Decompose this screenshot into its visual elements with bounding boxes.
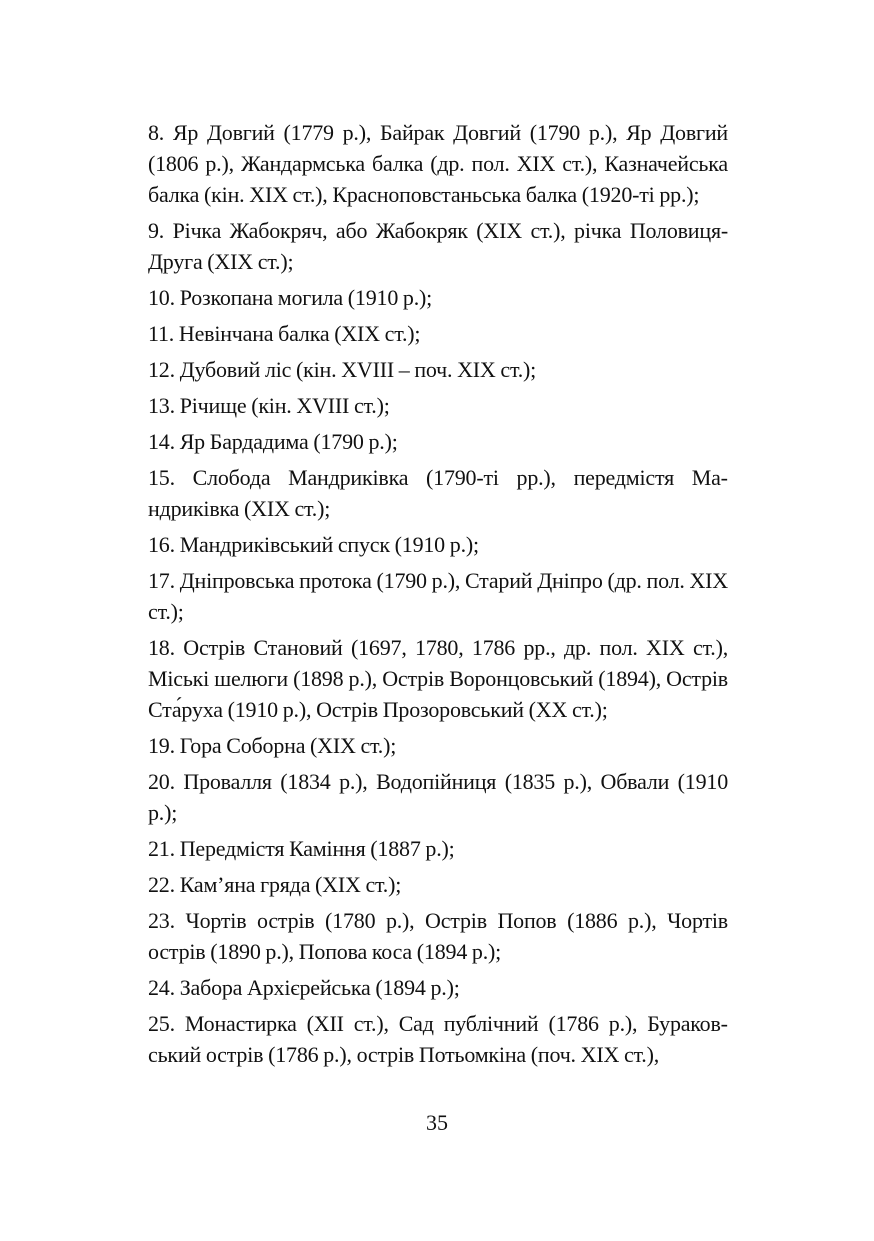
list-entry-14: 14. Яр Бардадима (1790 р.); [148,429,398,454]
list-entry-24: 24. Забора Архієрейська (1894 р.); [148,975,460,1000]
list-entry-20: 20. Провалля (1834 р.), Водопійниця (1835 р.), Обвали (1910 р.); [148,769,728,825]
list-entry-25: 25. Монастирка (XII ст.), Сад публічний (1786 р.), Бураковський острів (1786 р.), острів Потьомкіна (поч. XIX ст.), [148,1011,728,1067]
list-entry-22: 22. Кам’яна гряда (XIX ст.); [148,872,402,897]
page-number: 35 [426,1110,448,1135]
list-entry-18: 18. Острів Становий (1697, 1780, 1786 рр., др. пол. XIX ст.), Міські шелюги (1898 р.), Острів Воронцовський (1894), Острів Ста́руха (1910 р.), Острів Прозоровський (XX ст.); [148,635,728,722]
list-entry-23: 23. Чортів острів (1780 р.), Острів Попов (1886 р.), Чортів острів (1890 р.), Попова коса (1894 р.); [148,908,728,964]
list-entry-9: 9. Річка Жабокряч, або Жабокряк (XIX ст.), річка Половиця-Друга (XIX ст.); [148,218,728,274]
list-entry-13: 13. Річище (кін. XVIII ст.); [148,393,390,418]
list-entry-19: 19. Гора Соборна (XIX ст.); [148,733,397,758]
list-entry-10: 10. Розкопана могила (1910 р.); [148,285,433,310]
list-entry-8: 8. Яр Довгий (1779 р.), Байрак Довгий (1790 р.), Яр Довгий (1806 р.), Жандармська балка (др. пол. XIX ст.), Казначейська балка (кін. XIX ст.), Красноповстаньська балка (1920-ті рр.); [148,120,728,207]
list-entry-15: 15. Слобода Мандриківка (1790-ті рр.), передмістя Мандриківка (XIX ст.); [148,465,728,521]
list-entry-12: 12. Дубовий ліс (кін. XVIII – поч. XIX ст.); [148,357,537,382]
list-entry-11: 11. Невінчана балка (XIX ст.); [148,321,421,346]
list-entry-21: 21. Передмістя Каміння (1887 р.); [148,836,455,861]
list-entry-17: 17. Дніпровська протока (1790 р.), Старий Дніпро (др. пол. XIX ст.); [148,568,728,624]
page-body [148,117,728,1075]
list-entry-16: 16. Мандриківський спуск (1910 р.); [148,532,479,557]
